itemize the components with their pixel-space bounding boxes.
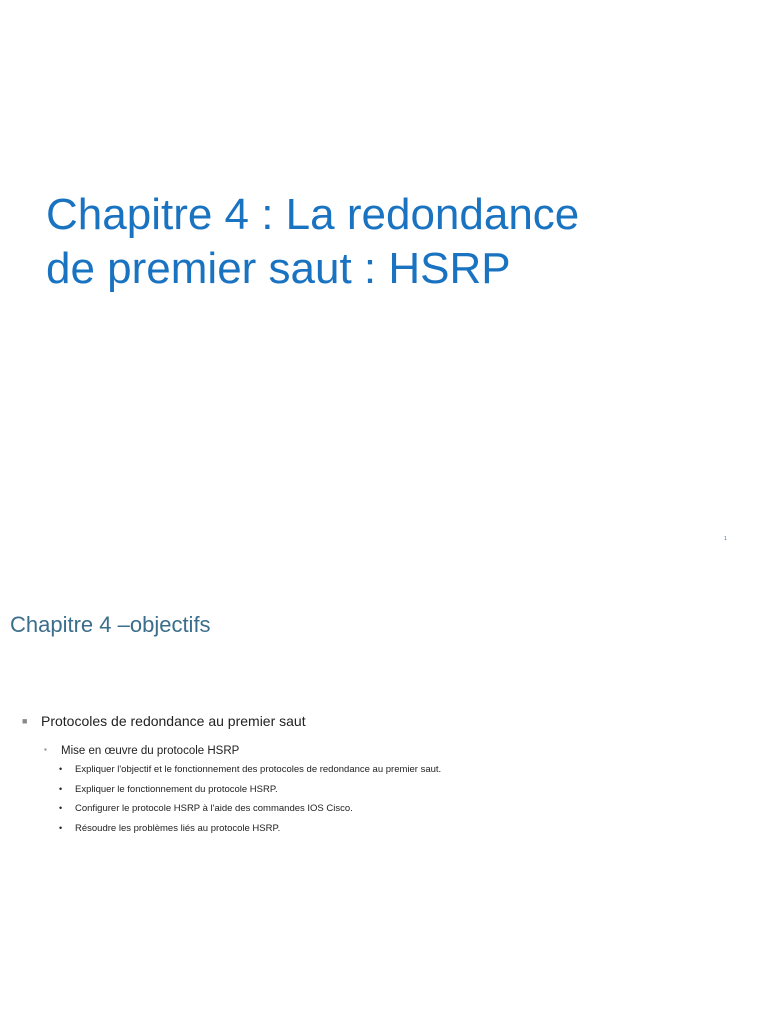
dot-bullet-icon: • — [59, 764, 63, 774]
chapter-title-line-1: Chapitre 4 : La redondance — [46, 190, 580, 239]
dot-bullet-icon: • — [59, 783, 63, 794]
chapter-title — [46, 188, 746, 296]
dot-bullet-icon: • — [59, 803, 63, 813]
bullet-level-2-text: Mise en œuvre du protocole HSRP — [61, 745, 240, 757]
objectives-title: Chapitre 4 –objectifs — [10, 612, 211, 637]
objectives-list — [59, 762, 441, 840]
square-bullet-icon: ▪ — [44, 745, 47, 754]
square-bullet-icon: ■ — [22, 716, 28, 726]
list-item-text: Configurer le protocole HSRP à l'aide des commandes IOS Cisco. — [75, 803, 353, 814]
list-item-text: Résoudre les problèmes liés au protocole HSRP. — [75, 822, 281, 834]
list-item — [59, 762, 441, 782]
page-number: 1 — [724, 536, 727, 542]
list-item-text: Expliquer l'objectif et le fonctionnement des protocoles de redondance au premier saut. — [75, 764, 442, 775]
list-item — [59, 801, 441, 821]
list-item — [59, 821, 441, 841]
bullet-level-2 — [44, 742, 239, 759]
bullet-level-1-text: Protocoles de redondance au premier saut — [41, 713, 306, 729]
dot-bullet-icon: • — [59, 822, 63, 833]
bullet-level-1 — [22, 712, 306, 730]
list-item — [59, 782, 441, 802]
list-item-text: Expliquer le fonctionnement du protocole HSRP. — [75, 783, 278, 795]
chapter-title-line-2: de premier saut : HSRP — [46, 244, 511, 293]
